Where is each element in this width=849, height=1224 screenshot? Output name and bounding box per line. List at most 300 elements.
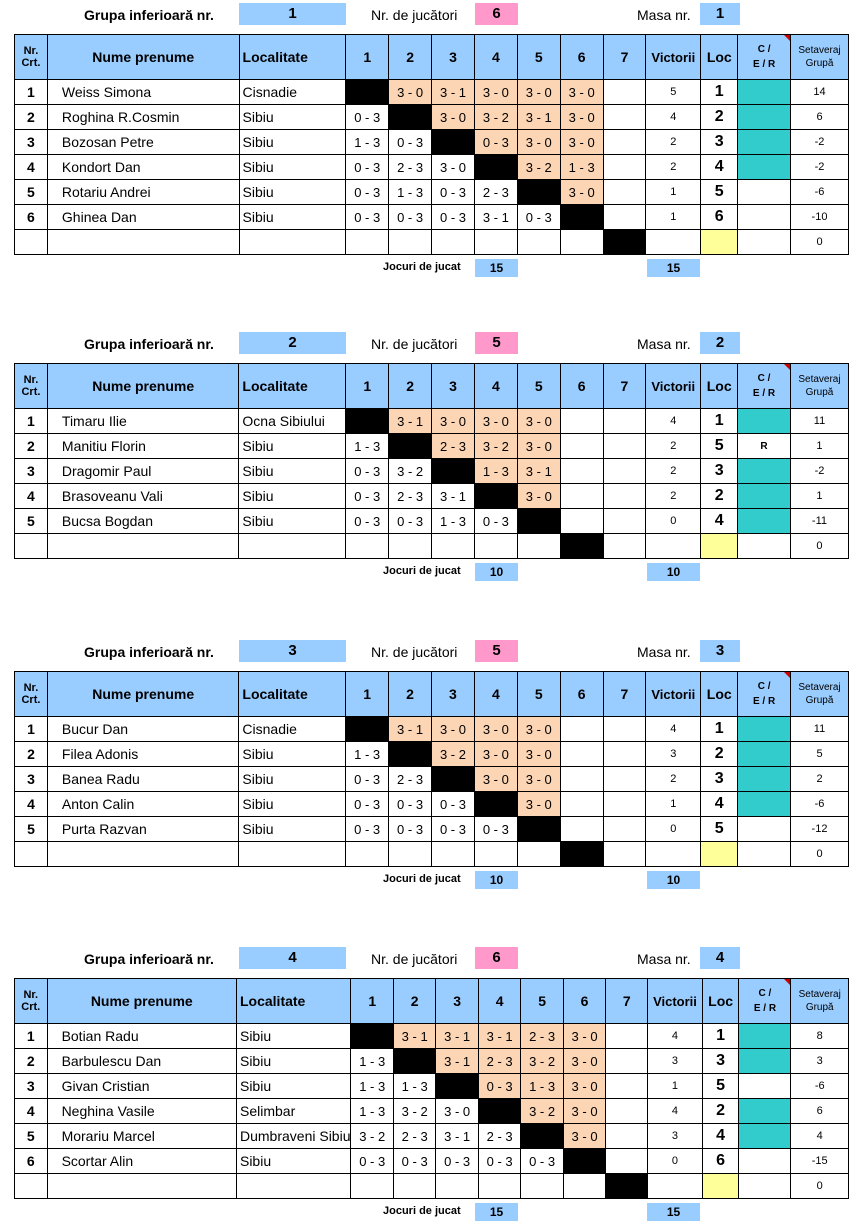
- score-cell: 3 - 2: [517, 155, 560, 180]
- score-cell: 3 - 1: [436, 1024, 478, 1049]
- group-footer: [0, 871, 849, 889]
- place-cell: 5: [701, 817, 738, 842]
- setaveraj-cell: -10: [791, 205, 849, 230]
- score-cell: 0 - 3: [346, 155, 389, 180]
- place-cell: 2: [702, 1099, 739, 1124]
- score-cell: 3 - 1: [478, 1024, 520, 1049]
- score-cell: [521, 1174, 563, 1199]
- table-label: Masa nr.: [637, 336, 691, 352]
- header-place: Loc: [702, 979, 739, 1024]
- score-cell: [432, 767, 475, 792]
- player-city: Sibiu: [239, 792, 346, 817]
- score-cell: 0 - 3: [521, 1149, 563, 1174]
- player-city: Dumbraveni Sibiu: [236, 1124, 351, 1149]
- setaveraj-cell: -15: [791, 1149, 849, 1174]
- header-col-5: 5: [517, 35, 560, 80]
- player-city: [239, 534, 346, 559]
- score-cell: 3 - 0: [432, 155, 475, 180]
- score-cell: 0 - 3: [478, 1149, 520, 1174]
- score-cell: 1 - 3: [393, 1074, 435, 1099]
- comment-marker-icon: [784, 35, 790, 41]
- score-cell: 0 - 3: [389, 205, 432, 230]
- score-cell: 0 - 3: [436, 1149, 478, 1174]
- score-cell: 3 - 0: [517, 717, 560, 742]
- place-cell: 3: [701, 459, 738, 484]
- score-cell: [603, 717, 646, 742]
- header-col-4: 4: [478, 979, 520, 1024]
- score-cell: 3 - 0: [474, 80, 517, 105]
- score-cell: [436, 1074, 478, 1099]
- score-cell: 3 - 0: [560, 105, 603, 130]
- row-nr: 5: [15, 180, 48, 205]
- cer-cell: [738, 230, 791, 255]
- cer-cell: [738, 459, 791, 484]
- score-cell: 3 - 0: [517, 409, 560, 434]
- player-name: Botian Radu: [47, 1024, 236, 1049]
- score-cell: 3 - 0: [517, 767, 560, 792]
- row-nr: 5: [15, 1124, 48, 1149]
- score-cell: 2 - 3: [389, 767, 432, 792]
- score-cell: 3 - 0: [517, 80, 560, 105]
- row-nr: 5: [15, 509, 48, 534]
- score-cell: 3 - 0: [474, 409, 517, 434]
- header-col-4: 4: [474, 672, 517, 717]
- score-cell: 1 - 3: [432, 509, 475, 534]
- header-wins: Victorii: [646, 364, 701, 409]
- table-header-row: [15, 672, 849, 717]
- games-total: 15: [647, 1203, 700, 1221]
- table-row: [15, 105, 849, 130]
- score-cell: [603, 205, 646, 230]
- place-cell: 1: [702, 1024, 739, 1049]
- score-cell: 3 - 1: [432, 80, 475, 105]
- place-cell: 3: [702, 1049, 739, 1074]
- score-cell: [346, 717, 389, 742]
- score-cell: [603, 842, 646, 867]
- header-col-7: 7: [603, 35, 646, 80]
- player-name: Barbulescu Dan: [47, 1049, 236, 1074]
- row-nr: 4: [15, 792, 48, 817]
- player-name: Neghina Vasile: [47, 1099, 236, 1124]
- score-cell: [606, 1099, 648, 1124]
- score-cell: 3 - 2: [521, 1049, 563, 1074]
- setaveraj-cell: 0: [791, 1174, 849, 1199]
- row-nr: 3: [15, 1074, 48, 1099]
- player-name: Purta Razvan: [47, 817, 238, 842]
- cer-cell: [738, 842, 791, 867]
- header-name: Nume prenume: [47, 672, 238, 717]
- player-name: Bozosan Petre: [47, 130, 239, 155]
- row-nr: 3: [15, 767, 48, 792]
- player-city: Sibiu: [239, 459, 346, 484]
- wins-cell: 1: [646, 205, 701, 230]
- score-cell: [474, 534, 517, 559]
- place-cell: 1: [701, 409, 738, 434]
- cer-cell: [739, 1049, 791, 1074]
- score-cell: [389, 842, 432, 867]
- score-cell: [346, 80, 389, 105]
- header-col-1: 1: [351, 979, 393, 1024]
- score-cell: 0 - 3: [432, 817, 475, 842]
- player-city: Sibiu: [239, 509, 346, 534]
- place-cell: [702, 1174, 739, 1199]
- score-cell: 3 - 1: [517, 459, 560, 484]
- score-cell: 2 - 3: [478, 1124, 520, 1149]
- setaveraj-cell: 2: [791, 767, 849, 792]
- setaveraj-cell: -11: [790, 509, 848, 534]
- wins-cell: 3: [646, 742, 701, 767]
- score-cell: 3 - 0: [517, 130, 560, 155]
- score-cell: 1 - 3: [389, 180, 432, 205]
- setaveraj-cell: 0: [791, 842, 849, 867]
- row-nr: 1: [15, 80, 48, 105]
- group-number: 3: [239, 640, 346, 662]
- header-place: Loc: [701, 672, 738, 717]
- cer-cell: [739, 1149, 791, 1174]
- row-nr: 2: [15, 1049, 48, 1074]
- cer-cell: [738, 130, 791, 155]
- score-cell: [474, 230, 517, 255]
- player-city: Sibiu: [236, 1049, 351, 1074]
- player-name: Givan Cristian: [47, 1074, 236, 1099]
- score-cell: 1 - 3: [346, 742, 389, 767]
- place-cell: 1: [701, 80, 738, 105]
- score-cell: 3 - 2: [521, 1099, 563, 1124]
- cer-cell: [739, 1174, 791, 1199]
- score-cell: 0 - 3: [478, 1074, 520, 1099]
- score-cell: [603, 792, 646, 817]
- score-cell: [474, 155, 517, 180]
- score-cell: [474, 484, 517, 509]
- table-row: [15, 434, 849, 459]
- wins-cell: 2: [646, 767, 701, 792]
- score-cell: 3 - 1: [517, 105, 560, 130]
- games-label: Jocuri de jucat: [383, 873, 461, 885]
- score-cell: [436, 1174, 478, 1199]
- cer-cell: [738, 742, 791, 767]
- row-nr: [15, 1174, 48, 1199]
- cer-cell: [738, 509, 791, 534]
- score-cell: [560, 817, 603, 842]
- score-cell: 3 - 0: [474, 717, 517, 742]
- wins-cell: [648, 1174, 703, 1199]
- group-header: [0, 640, 849, 662]
- score-cell: [346, 230, 389, 255]
- player-city: Selimbar: [236, 1099, 351, 1124]
- group-header: [0, 3, 849, 25]
- player-city: Sibiu: [239, 130, 346, 155]
- header-col-6: 6: [560, 35, 603, 80]
- table-row: [15, 1174, 849, 1199]
- score-cell: 0 - 3: [393, 1149, 435, 1174]
- score-cell: 0 - 3: [474, 817, 517, 842]
- score-cell: [389, 230, 432, 255]
- row-nr: 2: [15, 742, 48, 767]
- player-city: [239, 230, 346, 255]
- score-cell: 3 - 0: [432, 105, 475, 130]
- score-cell: [603, 459, 646, 484]
- games-label: Jocuri de jucat: [383, 565, 461, 577]
- place-cell: 4: [701, 155, 738, 180]
- score-cell: 0 - 3: [474, 509, 517, 534]
- score-cell: 3 - 0: [517, 434, 560, 459]
- score-cell: [603, 534, 646, 559]
- player-city: Sibiu: [239, 180, 346, 205]
- row-nr: 4: [15, 1099, 48, 1124]
- score-cell: 3 - 0: [563, 1049, 605, 1074]
- setaveraj-cell: 0: [790, 534, 848, 559]
- player-city: Sibiu: [236, 1074, 351, 1099]
- player-city: Sibiu: [239, 105, 346, 130]
- wins-cell: 2: [646, 459, 701, 484]
- header-col-2: 2: [389, 35, 432, 80]
- player-city: Sibiu: [239, 484, 346, 509]
- group-title: Grupa inferioară nr.: [84, 951, 214, 967]
- score-cell: 2 - 3: [478, 1049, 520, 1074]
- place-cell: 3: [701, 767, 738, 792]
- header-col-3: 3: [432, 35, 475, 80]
- table-row: [15, 767, 849, 792]
- score-cell: 3 - 0: [432, 717, 475, 742]
- header-name: Nume prenume: [47, 35, 239, 80]
- games-count: 15: [475, 1203, 518, 1221]
- group-title: Grupa inferioară nr.: [84, 644, 214, 660]
- player-name: Kondort Dan: [47, 155, 239, 180]
- table-row: [15, 155, 849, 180]
- score-cell: 3 - 2: [432, 742, 475, 767]
- table-label: Masa nr.: [637, 951, 691, 967]
- header-place: Loc: [701, 35, 738, 80]
- score-cell: [560, 767, 603, 792]
- score-cell: [603, 105, 646, 130]
- group-footer: [0, 563, 849, 581]
- score-cell: [603, 80, 646, 105]
- player-name: Bucsa Bogdan: [47, 509, 239, 534]
- table-row: [15, 484, 849, 509]
- header-setaveraj: Setaveraj Grupă: [791, 672, 849, 717]
- row-nr: 6: [15, 1149, 48, 1174]
- setaveraj-cell: 6: [791, 105, 849, 130]
- score-cell: 0 - 3: [346, 180, 389, 205]
- cer-cell: [738, 817, 791, 842]
- score-cell: [603, 509, 646, 534]
- wins-cell: 2: [646, 155, 701, 180]
- players-count: 6: [475, 3, 518, 25]
- table-row: [15, 1074, 849, 1099]
- score-cell: 0 - 3: [389, 130, 432, 155]
- player-name: Manitiu Florin: [47, 434, 239, 459]
- place-cell: 3: [701, 130, 738, 155]
- score-cell: [346, 534, 389, 559]
- score-cell: 3 - 0: [517, 484, 560, 509]
- score-cell: 3 - 0: [563, 1124, 605, 1149]
- score-cell: 3 - 2: [474, 105, 517, 130]
- wins-cell: 4: [648, 1024, 703, 1049]
- table-row: [15, 792, 849, 817]
- score-cell: 3 - 0: [563, 1099, 605, 1124]
- table-row: [15, 1049, 849, 1074]
- player-name: Filea Adonis: [47, 742, 238, 767]
- cer-cell: [739, 1124, 791, 1149]
- score-cell: 0 - 3: [432, 205, 475, 230]
- header-cer: C / E / R: [738, 364, 791, 409]
- header-nr: Nr. Crt.: [15, 979, 48, 1024]
- header-setaveraj: Setaveraj Grupă: [790, 364, 848, 409]
- table-row: [15, 205, 849, 230]
- score-cell: [351, 1024, 393, 1049]
- score-cell: [563, 1174, 605, 1199]
- header-name: Nume prenume: [47, 364, 239, 409]
- cer-cell: [738, 205, 791, 230]
- player-name: [47, 534, 239, 559]
- table-number: 3: [700, 640, 740, 662]
- header-city: Localitate: [236, 979, 351, 1024]
- setaveraj-cell: 3: [791, 1049, 849, 1074]
- header-col-3: 3: [432, 672, 475, 717]
- row-nr: 5: [15, 817, 48, 842]
- setaveraj-cell: -12: [791, 817, 849, 842]
- player-city: Cisnadie: [239, 80, 346, 105]
- table-row: [15, 817, 849, 842]
- score-cell: 1 - 3: [346, 130, 389, 155]
- setaveraj-cell: 11: [790, 409, 848, 434]
- wins-cell: 4: [646, 717, 701, 742]
- table-row: [15, 1149, 849, 1174]
- score-cell: [393, 1174, 435, 1199]
- score-cell: 1 - 3: [560, 155, 603, 180]
- table-label: Masa nr.: [637, 7, 691, 23]
- score-cell: 0 - 3: [346, 792, 389, 817]
- wins-cell: [646, 534, 701, 559]
- cer-cell: [738, 792, 791, 817]
- table-row: [15, 717, 849, 742]
- score-cell: 3 - 1: [436, 1049, 478, 1074]
- score-cell: 3 - 0: [563, 1024, 605, 1049]
- comment-marker-icon: [784, 672, 790, 678]
- cer-cell: [738, 80, 791, 105]
- header-nr: Nr. Crt.: [15, 35, 48, 80]
- table-row: [15, 1099, 849, 1124]
- score-cell: [351, 1174, 393, 1199]
- wins-cell: 2: [646, 130, 701, 155]
- cer-cell: R: [738, 434, 791, 459]
- cer-cell: [738, 105, 791, 130]
- setaveraj-cell: 11: [791, 717, 849, 742]
- table-row: [15, 180, 849, 205]
- score-cell: 0 - 3: [389, 509, 432, 534]
- header-col-6: 6: [560, 672, 603, 717]
- score-cell: [560, 484, 603, 509]
- group-table: [14, 363, 849, 559]
- score-cell: [560, 230, 603, 255]
- row-nr: 3: [15, 459, 48, 484]
- player-city: [236, 1174, 351, 1199]
- header-col-2: 2: [389, 672, 432, 717]
- score-cell: [560, 509, 603, 534]
- score-cell: [560, 534, 603, 559]
- score-cell: [603, 155, 646, 180]
- place-cell: 5: [702, 1074, 739, 1099]
- score-cell: [606, 1049, 648, 1074]
- score-cell: 0 - 3: [351, 1149, 393, 1174]
- score-cell: 2 - 3: [389, 484, 432, 509]
- header-wins: Victorii: [646, 672, 701, 717]
- player-name: Weiss Simona: [47, 80, 239, 105]
- group-title: Grupa inferioară nr.: [84, 336, 214, 352]
- header-col-4: 4: [474, 364, 517, 409]
- row-nr: 1: [15, 409, 48, 434]
- place-cell: 6: [701, 205, 738, 230]
- header-col-7: 7: [603, 672, 646, 717]
- cer-cell: [738, 767, 791, 792]
- player-city: Sibiu: [239, 155, 346, 180]
- score-cell: 1 - 3: [351, 1099, 393, 1124]
- score-cell: [521, 1124, 563, 1149]
- table-row: [15, 130, 849, 155]
- player-name: Scortar Alin: [47, 1149, 236, 1174]
- table-number: 1: [700, 3, 740, 25]
- table-header-row: [15, 35, 849, 80]
- setaveraj-cell: 4: [791, 1124, 849, 1149]
- score-cell: [603, 409, 646, 434]
- table-number: 2: [700, 332, 740, 354]
- score-cell: [560, 842, 603, 867]
- header-wins: Victorii: [648, 979, 703, 1024]
- setaveraj-cell: -6: [791, 792, 849, 817]
- place-cell: [701, 842, 738, 867]
- setaveraj-cell: -6: [791, 1074, 849, 1099]
- games-count: 15: [475, 259, 518, 277]
- score-cell: 3 - 0: [517, 792, 560, 817]
- place-cell: 4: [702, 1124, 739, 1149]
- cer-cell: [738, 155, 791, 180]
- score-cell: [560, 434, 603, 459]
- setaveraj-cell: 8: [791, 1024, 849, 1049]
- score-cell: 3 - 0: [560, 130, 603, 155]
- player-name: Timaru Ilie: [47, 409, 239, 434]
- group-number: 2: [239, 332, 346, 354]
- wins-cell: 4: [646, 105, 701, 130]
- score-cell: [560, 717, 603, 742]
- player-city: Sibiu: [236, 1024, 351, 1049]
- table-number: 4: [700, 947, 740, 969]
- row-nr: 6: [15, 205, 48, 230]
- cer-cell: [739, 1024, 791, 1049]
- player-name: [47, 1174, 236, 1199]
- group-number: 4: [239, 947, 346, 969]
- players-count: 5: [475, 332, 518, 354]
- group-footer: [0, 1203, 849, 1221]
- score-cell: 3 - 1: [389, 409, 432, 434]
- group-table: [14, 671, 849, 867]
- table-label: Masa nr.: [637, 644, 691, 660]
- score-cell: [393, 1049, 435, 1074]
- wins-cell: 2: [646, 484, 701, 509]
- score-cell: 3 - 0: [563, 1074, 605, 1099]
- score-cell: [389, 105, 432, 130]
- table-row: [15, 534, 849, 559]
- row-nr: [15, 842, 48, 867]
- score-cell: [603, 817, 646, 842]
- setaveraj-cell: 1: [790, 434, 848, 459]
- setaveraj-cell: -2: [791, 130, 849, 155]
- wins-cell: 4: [648, 1099, 703, 1124]
- score-cell: [606, 1074, 648, 1099]
- header-col-3: 3: [436, 979, 478, 1024]
- score-cell: 3 - 0: [474, 767, 517, 792]
- players-label: Nr. de jucători: [371, 7, 458, 23]
- score-cell: 2 - 3: [521, 1024, 563, 1049]
